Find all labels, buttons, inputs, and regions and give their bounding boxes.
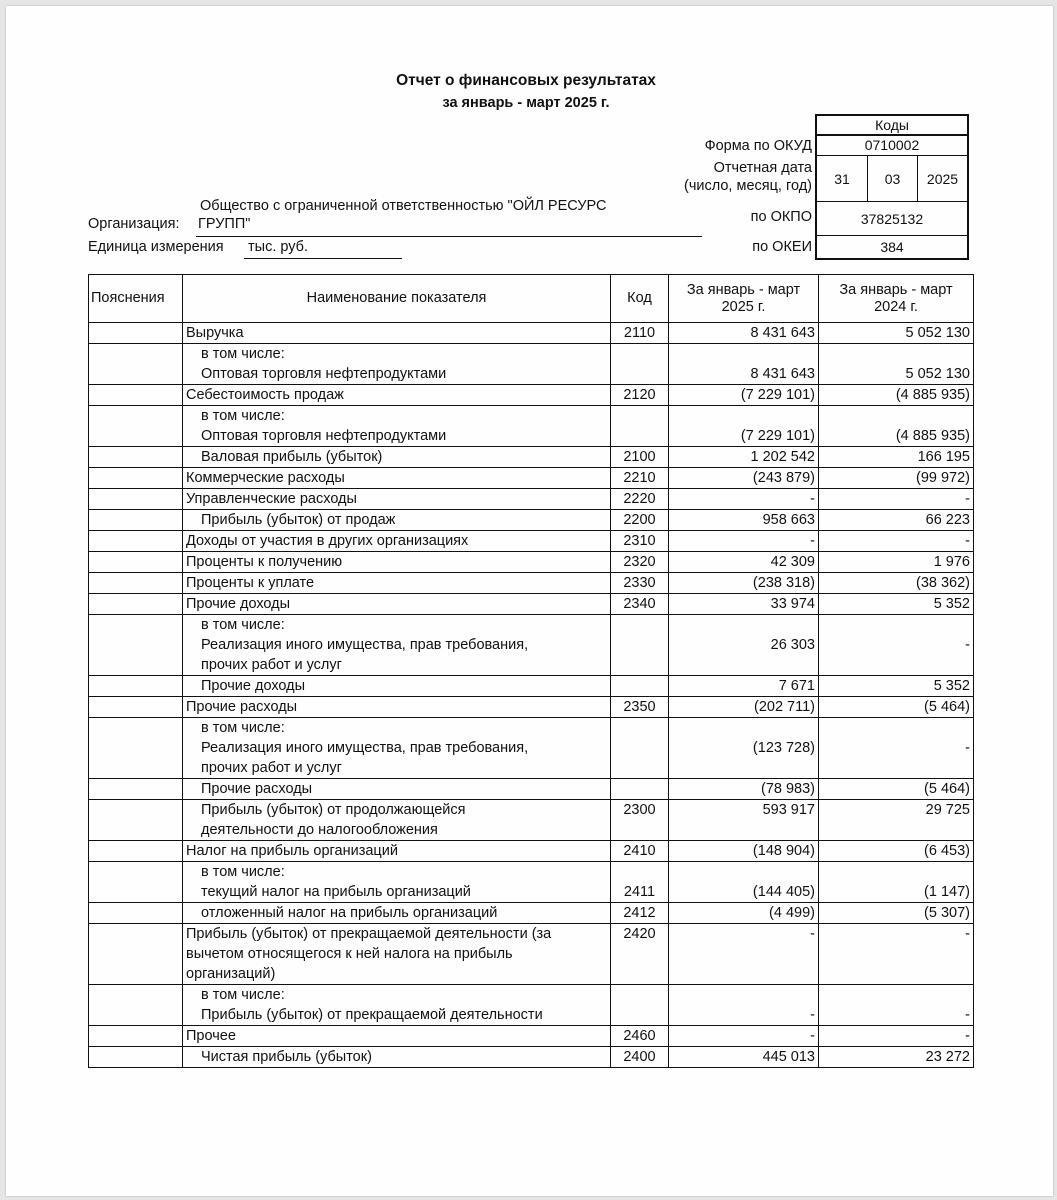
sub-label: в том числе: [201,864,285,880]
indicator-name-line3: организаций) [186,966,276,982]
indicator-code: 2110 [611,323,669,344]
notes-cell [89,468,183,489]
current-value: 42 309 [669,552,819,573]
current-value: (144 405) [669,862,819,903]
indicator-name: Выручка [183,323,611,344]
sub-label: в том числе: [201,408,285,424]
current-value: (4 499) [669,903,819,924]
current-value: - [669,924,819,985]
indicator-code [611,718,669,779]
indicator-name: Управленческие расходы [183,489,611,510]
previous-value: 5 052 130 [819,323,974,344]
current-value: 958 663 [669,510,819,531]
indicator-name [183,985,611,1026]
report-date-label: Отчетная дата [713,160,812,176]
indicator-name-text: Оптовая торговля нефтепродуктами [201,428,447,444]
notes-cell [89,406,183,447]
notes-cell [89,924,183,985]
indicator-name: Прочие доходы [183,676,611,697]
unit-label: Единица измерения [88,239,224,255]
indicator-code [611,985,669,1026]
previous-value: - [819,718,974,779]
notes-cell [89,862,183,903]
table-row [89,323,974,344]
header-code: Код [611,275,669,323]
current-value: 33 974 [669,594,819,615]
indicator-code: 2210 [611,468,669,489]
current-value: (7 229 101) [669,385,819,406]
current-value: 1 202 542 [669,447,819,468]
report-month: 03 [867,156,917,202]
financial-results-table [88,274,974,1068]
current-value: 7 671 [669,676,819,697]
indicator-name: Прибыль (убыток) от продаж [183,510,611,531]
indicator-name-line2: прочих работ и услуг [201,657,342,673]
previous-value: 66 223 [819,510,974,531]
previous-value: (5 307) [819,903,974,924]
previous-value: (38 362) [819,573,974,594]
indicator-code: 2310 [611,531,669,552]
indicator-code: 2460 [611,1026,669,1047]
table-row [89,903,974,924]
notes-cell [89,697,183,718]
current-value: (7 229 101) [669,406,819,447]
indicator-name: Прочие расходы [183,697,611,718]
indicator-name: Прочее [183,1026,611,1047]
table-row [89,468,974,489]
report-date-format-label: (число, месяц, год) [684,178,812,194]
indicator-code: 2300 [611,800,669,841]
report-day: 31 [817,156,867,202]
indicator-name-line2: вычетом относящегося к ней налога на прибыль [186,946,513,962]
indicator-code [611,676,669,697]
current-value: (202 711) [669,697,819,718]
table-row [89,552,974,573]
previous-value: 5 352 [819,594,974,615]
header-current-period [669,275,819,323]
indicator-name: Чистая прибыль (убыток) [183,1047,611,1068]
indicator-code: 2200 [611,510,669,531]
indicator-code: 2220 [611,489,669,510]
table-row [89,800,974,841]
indicator-name: Коммерческие расходы [183,468,611,489]
header-current-line1: За январь - март [686,281,801,298]
previous-value: (1 147) [819,862,974,903]
indicator-name: Налог на прибыль организаций [183,841,611,862]
table-row [89,489,974,510]
table-row [89,1047,974,1068]
notes-cell [89,531,183,552]
unit-value: тыс. руб. [248,239,309,255]
indicator-name-line1: Реализация иного имущества, прав требования, [201,637,529,653]
codes-box [815,114,969,260]
indicator-code: 2100 [611,447,669,468]
report-year: 2025 [917,156,967,202]
indicator-name-text: текущий налог на прибыль организаций [201,884,471,900]
table-row [89,841,974,862]
table-row [89,573,974,594]
indicator-code: 2420 [611,924,669,985]
notes-cell [89,385,183,406]
okpo-value: 37825132 [817,202,967,236]
indicator-name-text: Прибыль (убыток) от прекращаемой деятельности [201,1007,543,1023]
indicator-name: Проценты к уплате [183,573,611,594]
table-row [89,1026,974,1047]
previous-value: (5 464) [819,779,974,800]
notes-cell [89,573,183,594]
current-value: 445 013 [669,1047,819,1068]
previous-value: (5 464) [819,697,974,718]
indicator-name: Прочие доходы [183,594,611,615]
notes-cell [89,1047,183,1068]
previous-value: (4 885 935) [819,385,974,406]
notes-cell [89,718,183,779]
notes-cell [89,552,183,573]
notes-cell [89,676,183,697]
unit-underline [244,258,402,259]
previous-value: 5 052 130 [819,344,974,385]
header-name: Наименование показателя [183,275,611,323]
notes-cell [89,615,183,676]
notes-cell [89,489,183,510]
indicator-name [183,615,611,676]
organization-underline [196,236,702,237]
organization-label: Организация: [88,216,180,232]
organization-name-line2: ГРУПП" [198,216,251,232]
table-row [89,924,974,985]
okud-value: 0710002 [817,136,967,156]
indicator-name: Доходы от участия в других организациях [183,531,611,552]
previous-value: 29 725 [819,800,974,841]
organization-name-line1: Общество с ограниченной ответственностью "ОЙЛ РЕСУРС [200,198,607,214]
table-row [89,862,974,903]
previous-value: 166 195 [819,447,974,468]
notes-cell [89,841,183,862]
current-value: - [669,1026,819,1047]
current-value: (78 983) [669,779,819,800]
current-value: (243 879) [669,468,819,489]
indicator-name [183,800,611,841]
header-previous-line2: 2024 г. [874,298,918,315]
notes-cell [89,800,183,841]
notes-cell [89,323,183,344]
current-value: - [669,489,819,510]
previous-value: - [819,489,974,510]
indicator-code [611,344,669,385]
indicator-name: Прочие расходы [183,779,611,800]
header-notes: Пояснения [89,275,183,323]
indicator-name: отложенный налог на прибыль организаций [183,903,611,924]
table-row [89,676,974,697]
indicator-name-line1: Прибыль (убыток) от прекращаемой деятельности (за [186,926,552,942]
current-value: (238 318) [669,573,819,594]
header-previous-period [819,275,974,323]
table-row [89,697,974,718]
previous-value: 1 976 [819,552,974,573]
previous-value: - [819,615,974,676]
notes-cell [89,594,183,615]
table-row [89,594,974,615]
current-value: (123 728) [669,718,819,779]
notes-cell [89,510,183,531]
indicator-name-line2: деятельности до налогообложения [201,822,438,838]
header-previous-line1: За январь - март [839,281,953,298]
indicator-code: 2411 [611,862,669,903]
table-row [89,985,974,1026]
previous-value: 5 352 [819,676,974,697]
indicator-code: 2330 [611,573,669,594]
previous-value: - [819,924,974,985]
indicator-name [183,344,611,385]
indicator-name [183,406,611,447]
previous-value: 23 272 [819,1047,974,1068]
indicator-code: 2412 [611,903,669,924]
previous-value: (6 453) [819,841,974,862]
table-row [89,615,974,676]
indicator-name: Себестоимость продаж [183,385,611,406]
indicator-code: 2400 [611,1047,669,1068]
indicator-code [611,779,669,800]
indicator-name-text: Оптовая торговля нефтепродуктами [201,366,447,382]
sub-label: в том числе: [201,987,285,1003]
table-header-row [89,275,974,323]
indicator-name [183,718,611,779]
okpo-label: по ОКПО [750,209,812,225]
indicator-name-line1: Прибыль (убыток) от продолжающейся [201,802,466,818]
notes-cell [89,779,183,800]
indicator-code: 2120 [611,385,669,406]
notes-cell [89,447,183,468]
notes-cell [89,344,183,385]
table-row [89,344,974,385]
okei-value: 384 [880,239,904,255]
indicator-name: Проценты к получению [183,552,611,573]
indicator-code [611,406,669,447]
previous-value: - [819,1026,974,1047]
current-value: 26 303 [669,615,819,676]
previous-value: (99 972) [819,468,974,489]
codes-heading: Коды [817,116,967,136]
sub-label: в том числе: [201,617,285,633]
sub-label: в том числе: [201,346,285,362]
indicator-code: 2350 [611,697,669,718]
current-value: 8 431 643 [669,344,819,385]
notes-cell [89,1026,183,1047]
report-period: за январь - март 2025 г. [442,95,610,111]
sub-label: в том числе: [201,720,285,736]
notes-cell [89,903,183,924]
table-row [89,718,974,779]
table-row [89,385,974,406]
indicator-code: 2410 [611,841,669,862]
current-value: - [669,985,819,1026]
table-row [89,531,974,552]
table-row [89,406,974,447]
report-title: Отчет о финансовых результатах [396,72,656,89]
current-value: - [669,531,819,552]
indicator-name [183,862,611,903]
notes-cell [89,985,183,1026]
indicator-name-line2: прочих работ и услуг [201,760,342,776]
okud-label: Форма по ОКУД [704,138,812,154]
previous-value: (4 885 935) [819,406,974,447]
okei-label: по ОКЕИ [752,239,812,255]
table-row [89,779,974,800]
indicator-code: 2320 [611,552,669,573]
indicator-name: Валовая прибыль (убыток) [183,447,611,468]
current-value: 593 917 [669,800,819,841]
indicator-code [611,615,669,676]
header-current-line2: 2025 г. [721,298,766,315]
previous-value: - [819,985,974,1026]
indicator-name-line1: Реализация иного имущества, прав требования, [201,740,529,756]
table-row [89,510,974,531]
current-value: 8 431 643 [669,323,819,344]
table-row [89,447,974,468]
indicator-code: 2340 [611,594,669,615]
indicator-name [183,924,611,985]
previous-value: - [819,531,974,552]
current-value: (148 904) [669,841,819,862]
